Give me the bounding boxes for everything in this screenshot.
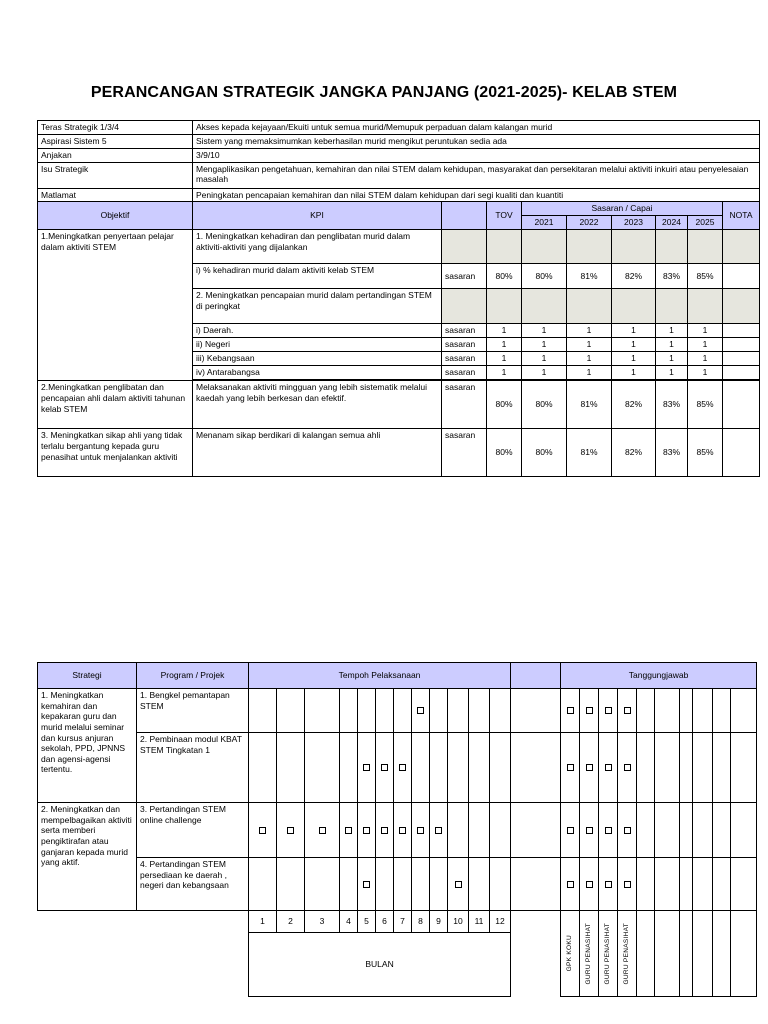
value-2025: 85% xyxy=(688,381,723,429)
role-3-checkbox[interactable] xyxy=(605,707,612,714)
value-2024: 83% xyxy=(656,381,688,429)
role-2-checkbox[interactable] xyxy=(586,707,593,714)
value-2021: 1 xyxy=(522,324,567,338)
kpi-2: 2. Meningkatkan pencapaian murid dalam pertandingan STEM di peringkat xyxy=(193,289,442,324)
role-1-checkbox[interactable] xyxy=(567,707,574,714)
value-2024: 83% xyxy=(656,429,688,477)
role-2-checkbox[interactable] xyxy=(586,764,593,771)
month-1-checkbox[interactable] xyxy=(259,827,266,834)
sasaran-label: sasaran xyxy=(442,366,487,380)
value-2025: 1 xyxy=(688,366,723,380)
value-2023: 82% xyxy=(612,429,656,477)
value-2023: 1 xyxy=(612,352,656,366)
role-2-checkbox[interactable] xyxy=(586,881,593,888)
teras-label: Teras Strategik 1/3/4 xyxy=(38,121,193,135)
program-3: 3. Pertandingan STEM online challenge xyxy=(137,803,249,858)
role-4-checkbox[interactable] xyxy=(624,764,631,771)
strategi-header: Strategi xyxy=(38,663,137,689)
month-2-checkbox[interactable] xyxy=(287,827,294,834)
month-7-checkbox[interactable] xyxy=(399,764,406,771)
month-5-checkbox[interactable] xyxy=(363,764,370,771)
program-1: 1. Bengkel pemantapan STEM xyxy=(137,689,249,733)
month-label-9: 9 xyxy=(430,911,448,933)
month-label-11: 11 xyxy=(469,911,490,933)
kpi-1-i: i) % kehadiran murid dalam aktiviti kelab STEM xyxy=(193,264,442,289)
tov-value: 80% xyxy=(487,264,522,289)
tanggungjawab-header: Tanggungjawab xyxy=(561,663,757,689)
role-guru-penasihat-1: GURU PENASIHAT xyxy=(585,922,593,985)
value-2022: 81% xyxy=(567,429,612,477)
role-1-checkbox[interactable] xyxy=(567,827,574,834)
year-2022: 2022 xyxy=(567,216,612,230)
value-2022: 1 xyxy=(567,324,612,338)
month-label-8: 8 xyxy=(412,911,430,933)
month-10-checkbox[interactable] xyxy=(455,881,462,888)
value-2023: 1 xyxy=(612,366,656,380)
isu-label: Isu Strategik xyxy=(38,162,193,188)
value-2023: 82% xyxy=(612,381,656,429)
isu-value: Mengaplikasikan pengetahuan, kemahiran dan nilai STEM dalam kehidupan, masyarakat dan persekitaran melalui aktiviti inkuiri atau penyelesaian masalah xyxy=(193,162,760,188)
kpi-2-i: i) Daerah. xyxy=(193,324,442,338)
value-2022: 1 xyxy=(567,366,612,380)
kpi-2-iii: iii) Kebangsaan xyxy=(193,352,442,366)
month-label-2: 2 xyxy=(277,911,305,933)
objective-1: 1.Meningkatkan penyertaan pelajar dalam aktiviti STEM xyxy=(38,230,193,381)
value-2025: 85% xyxy=(688,429,723,477)
role-guru-penasihat-2: GURU PENASIHAT xyxy=(604,922,612,985)
year-2023: 2023 xyxy=(612,216,656,230)
sasaran-label: sasaran xyxy=(442,264,487,289)
tov-value: 1 xyxy=(487,366,522,380)
value-2023: 1 xyxy=(612,324,656,338)
month-8-checkbox[interactable] xyxy=(417,707,424,714)
role-guru-penasihat-3: GURU PENASIHAT xyxy=(623,922,631,985)
value-2023: 1 xyxy=(612,338,656,352)
month-label-5: 5 xyxy=(358,911,376,933)
tov-value: 1 xyxy=(487,324,522,338)
value-2023: 82% xyxy=(612,264,656,289)
month-label-1: 1 xyxy=(249,911,277,933)
value-2022: 81% xyxy=(567,381,612,429)
year-2021: 2021 xyxy=(522,216,567,230)
month-6-checkbox[interactable] xyxy=(381,764,388,771)
sasaran-label: sasaran xyxy=(442,381,487,429)
month-label-3: 3 xyxy=(305,911,340,933)
strategy-2: 2. Meningkatkan dan mempelbagaikan aktiviti serta memberi pengiktirafan atau ganjaran kepada murid yang aktif. xyxy=(38,803,137,911)
tov-value: 1 xyxy=(487,338,522,352)
month-8-checkbox[interactable] xyxy=(417,827,424,834)
kpi-header: KPI xyxy=(193,202,442,230)
role-3-checkbox[interactable] xyxy=(605,827,612,834)
role-3-checkbox[interactable] xyxy=(605,881,612,888)
matlamat-label: Matlamat xyxy=(38,188,193,202)
value-2024: 1 xyxy=(656,352,688,366)
objektif-header: Objektif xyxy=(38,202,193,230)
sasaran-label: sasaran xyxy=(442,429,487,477)
sasaran-label: sasaran xyxy=(442,352,487,366)
sasaran-blank-header xyxy=(442,202,487,230)
aspirasi-label: Aspirasi Sistem 5 xyxy=(38,134,193,148)
month-9-checkbox[interactable] xyxy=(435,827,442,834)
sasaran-label: sasaran xyxy=(442,338,487,352)
value-2024: 1 xyxy=(656,324,688,338)
objective-3: 3. Meningkatkan sikap ahli yang tidak terlalu bergantung kepada guru penasihat untuk menjalankan aktiviti xyxy=(38,429,193,477)
kpi-1: 1. Meningkatkan kehadiran dan penglibatan murid dalam aktiviti-aktiviti yang dijalankan xyxy=(193,230,442,264)
anjakan-value: 3/9/10 xyxy=(193,148,760,162)
program-2: 2. Pembinaan modul KBAT STEM Tingkatan 1 xyxy=(137,733,249,803)
month-label-6: 6 xyxy=(376,911,394,933)
page-title: PERANCANGAN STRATEGIK JANGKA PANJANG (2021-2025)- KELAB STEM xyxy=(90,84,678,101)
month-4-checkbox[interactable] xyxy=(345,827,352,834)
sasaran-capai-header: Sasaran / Capai xyxy=(522,202,723,216)
value-2024: 1 xyxy=(656,338,688,352)
anjakan-label: Anjakan xyxy=(38,148,193,162)
value-2025: 1 xyxy=(688,324,723,338)
value-2021: 80% xyxy=(522,264,567,289)
role-4-checkbox[interactable] xyxy=(624,827,631,834)
aspirasi-value: Sistem yang memaksimumkan keberhasilan murid mengikut peruntukan sedia ada xyxy=(193,134,760,148)
sasaran-label: sasaran xyxy=(442,324,487,338)
year-2025: 2025 xyxy=(688,216,723,230)
strategy-1: 1. Meningkatkan kemahiran dan kepakaran guru dan murid melalui seminar dan kursus anjuran sekolah, PPD, JPNNS dan agensi-agensi tertentu. xyxy=(38,689,137,803)
value-2024: 83% xyxy=(656,264,688,289)
tempoh-header: Tempoh Pelaksanaan xyxy=(249,663,511,689)
teras-value: Akses kepada kejayaan/Ekuiti untuk semua murid/Memupuk perpaduan dalam kalangan murid xyxy=(193,121,760,135)
kpi-4: Menanam sikap berdikari di kalangan semua ahli xyxy=(193,429,442,477)
month-7-checkbox[interactable] xyxy=(399,827,406,834)
program-4: 4. Pertandingan STEM persediaan ke daerah , negeri dan kebangsaan xyxy=(137,858,249,911)
kpi-table xyxy=(37,120,760,477)
value-2021: 1 xyxy=(522,366,567,380)
value-2021: 80% xyxy=(522,381,567,429)
kpi-3: Melaksanakan aktiviti mingguan yang lebih sistematik melalui kaedah yang lebih berkesan dan efektif. xyxy=(193,381,442,429)
value-2021: 80% xyxy=(522,429,567,477)
role-4-checkbox[interactable] xyxy=(624,881,631,888)
month-5-checkbox[interactable] xyxy=(363,881,370,888)
month-3-checkbox[interactable] xyxy=(319,827,326,834)
bulan-label: BULAN xyxy=(249,933,511,997)
objective-2: 2.Meningkatkan penglibatan dan pencapaian ahli dalam aktiviti tahunan kelab STEM xyxy=(38,381,193,429)
month-label-4: 4 xyxy=(340,911,358,933)
value-2025: 1 xyxy=(688,338,723,352)
tov-value: 1 xyxy=(487,352,522,366)
role-gpk-koku: GPK KOKU xyxy=(566,935,574,972)
role-3-checkbox[interactable] xyxy=(605,764,612,771)
tov-value: 80% xyxy=(487,429,522,477)
month-label-10: 10 xyxy=(448,911,469,933)
value-2024: 1 xyxy=(656,366,688,380)
plan-table xyxy=(37,662,757,997)
role-1-checkbox[interactable] xyxy=(567,881,574,888)
value-2025: 85% xyxy=(688,264,723,289)
year-2024: 2024 xyxy=(656,216,688,230)
program-header: Program / Projek xyxy=(137,663,249,689)
kpi-2-ii: ii) Negeri xyxy=(193,338,442,352)
role-2-checkbox[interactable] xyxy=(586,827,593,834)
value-2022: 1 xyxy=(567,352,612,366)
matlamat-value: Peningkatan pencapaian kemahiran dan nilai STEM dalam kehidupan dari segi kualiti dan kuantiti xyxy=(193,188,760,202)
value-2021: 1 xyxy=(522,338,567,352)
role-4-checkbox[interactable] xyxy=(624,707,631,714)
value-2025: 1 xyxy=(688,352,723,366)
kpi-2-iv: iv) Antarabangsa xyxy=(193,366,442,380)
month-label-7: 7 xyxy=(394,911,412,933)
month-label-12: 12 xyxy=(490,911,511,933)
tov-header: TOV xyxy=(487,202,522,230)
value-2021: 1 xyxy=(522,352,567,366)
role-1-checkbox[interactable] xyxy=(567,764,574,771)
month-6-checkbox[interactable] xyxy=(381,827,388,834)
nota-header: NOTA xyxy=(723,202,760,230)
month-5-checkbox[interactable] xyxy=(363,827,370,834)
value-2022: 81% xyxy=(567,264,612,289)
tov-value: 80% xyxy=(487,381,522,429)
value-2022: 1 xyxy=(567,338,612,352)
